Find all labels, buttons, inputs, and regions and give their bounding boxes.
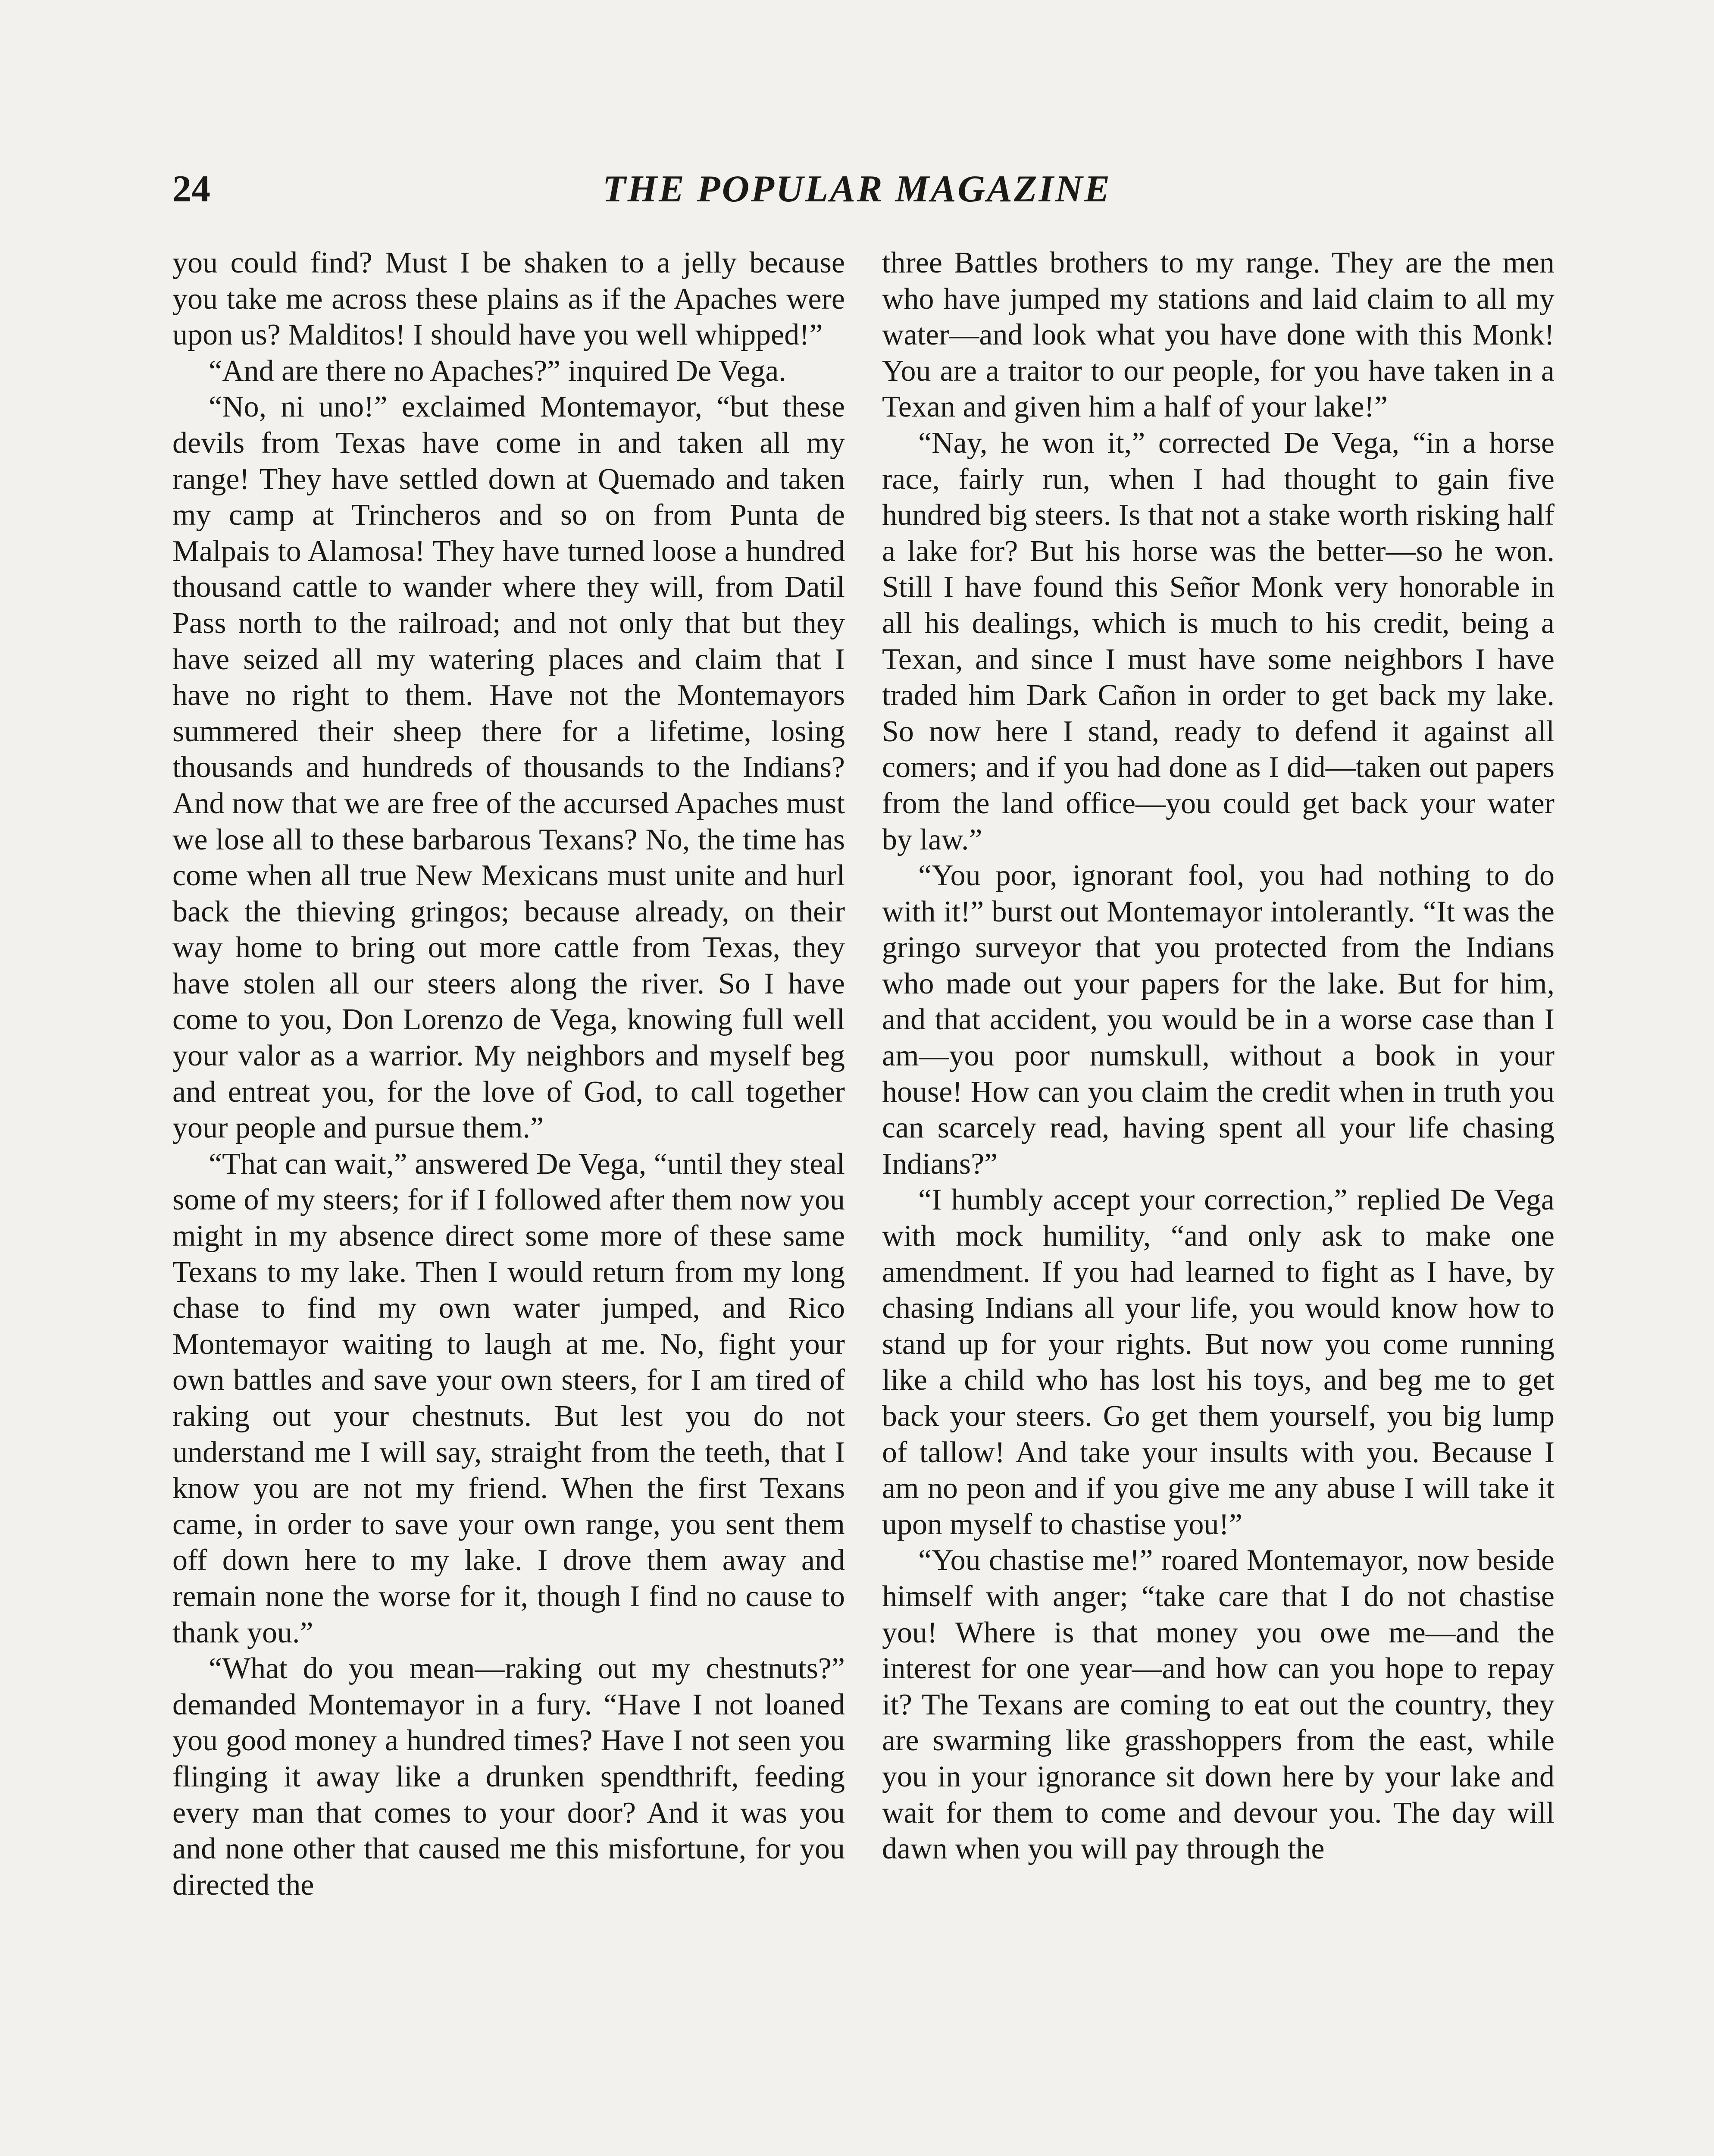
paragraph: “Nay, he won it,” corrected De Vega, “in a horse race, fairly run, when I had thought to gain five hundred big steers. Is that not a stake worth risking half a lake for? But his horse was the better—so he won. Still I have found this Señor Monk very honorable in all his dealings, which is much to his credit, being a Texan, and since I must have some neighbors I have traded him Dark Cañon in order to get back my lake. So now here I stand, ready to defend it against all comers; and if you had done as I did—taken out papers from the land office—you could get back your water by law.” xyxy=(882,426,1554,856)
paragraph: “That can wait,” answered De Vega, “until they steal some of my steers; for if I followed after them now you might in my absence direct some more of these same Texans to my lake. Then I would return from my long chase to find my own water jumped, and Rico Montemayor waiting to laugh at me. No, fight your own battles and save your own steers, for I am tired of raking out your chestnuts. But lest you do not understand me I will say, straight from the teeth, that I know you are not my friend. When the first Texans came, in order to save your own range, you sent them off down here to my lake. I drove them away and remain none the worse for it, though I find no cause to thank you.” xyxy=(172,1147,845,1649)
paragraph: three Battles brothers to my range. They are the men who have jumped my stations and laid claim to all my water—and look what you have done with this Monk! You are a traitor to our people, for you have taken in a Texan and given him a half of your lake!” xyxy=(882,246,1554,424)
right-column xyxy=(882,245,1554,1867)
paragraph: “You poor, ignorant fool, you had nothing to do with it!” burst out Montemayor intolerantly. “It was the gringo surveyor that you protected from the Indians who made out your papers for the lake. But for him, and that accident, you would be in a worse case than I am—you poor numskull, without a book in your house! How can you claim the credit when in truth you can scarcely read, having spent all your life chasing Indians?” xyxy=(882,859,1554,1181)
paragraph: “And are there no Apaches?” inquired De Vega. xyxy=(209,354,786,388)
running-head: THE POPULAR MAGAZINE xyxy=(602,168,1112,210)
left-column xyxy=(172,245,845,1903)
paragraph: “No, ni uno!” exclaimed Montemayor, “but these devils from Texas have come in and taken all my range! They have settled down at Quemado and taken my camp at Trincheros and so on from Punta de Malpais to Alamosa! They have turned loose a hundred thousand cattle to wander where they will, from Datil Pass north to the railroad; and not only that but they have seized all my watering places and claim that I have no right to them. Have not the Montemayors summered their sheep there for a lifetime, losing thousands and hundreds of thousands to the Indians? And now that we are free of the accursed Apaches must we lose all to these barbarous Texans? No, the time has come when all true New Mexicans must unite and hurl back the thieving gringos; because already, on their way home to bring out more cattle from Texas, they have stolen all our steers along the river. So I have come to you, Don Lorenzo de Vega, knowing full well your valor as a warrior. My neighbors and myself beg and entreat you, for the love of God, to call together your people and pursue them.” xyxy=(172,390,845,1145)
paragraph: you could find? Must I be shaken to a jelly because you take me across these plains as if the Apaches were upon us? Malditos! I should have you well whipped!” xyxy=(172,246,845,352)
paragraph: “What do you mean—raking out my chestnuts?” demanded Montemayor in a fury. “Have I not loaned you good money a hundred times? Have I not seen you flinging it away like a drunken spendthrift, feeding every man that comes to your door? And it was you and none other that caused me this misfortune, for you directed the xyxy=(172,1652,845,1902)
paragraph: “I humbly accept your correction,” replied De Vega with mock humility, “and only ask to make one amendment. If you had learned to fight as I have, by chasing Indians all your life, you would know how to stand up for your rights. But now you come running like a child who has lost his toys, and beg me to get back your steers. Go get them yourself, you big lump of tallow! And take your insults with you. Because I am no peon and if you give me any abuse I will take it upon myself to chastise you!” xyxy=(882,1183,1554,1541)
page-number: 24 xyxy=(172,168,210,210)
paragraph: “You chastise me!” roared Montemayor, now beside himself with anger; “take care that I do not chastise you! Where is that money you owe me—and the interest for one year—and how can you hope to repay it? The Texans are coming to eat out the country, they are swarming like grasshoppers from the east, while you in your ignorance sit down here by your lake and wait for them to come and devour you. The day will dawn when you will pay through the xyxy=(882,1544,1554,1866)
